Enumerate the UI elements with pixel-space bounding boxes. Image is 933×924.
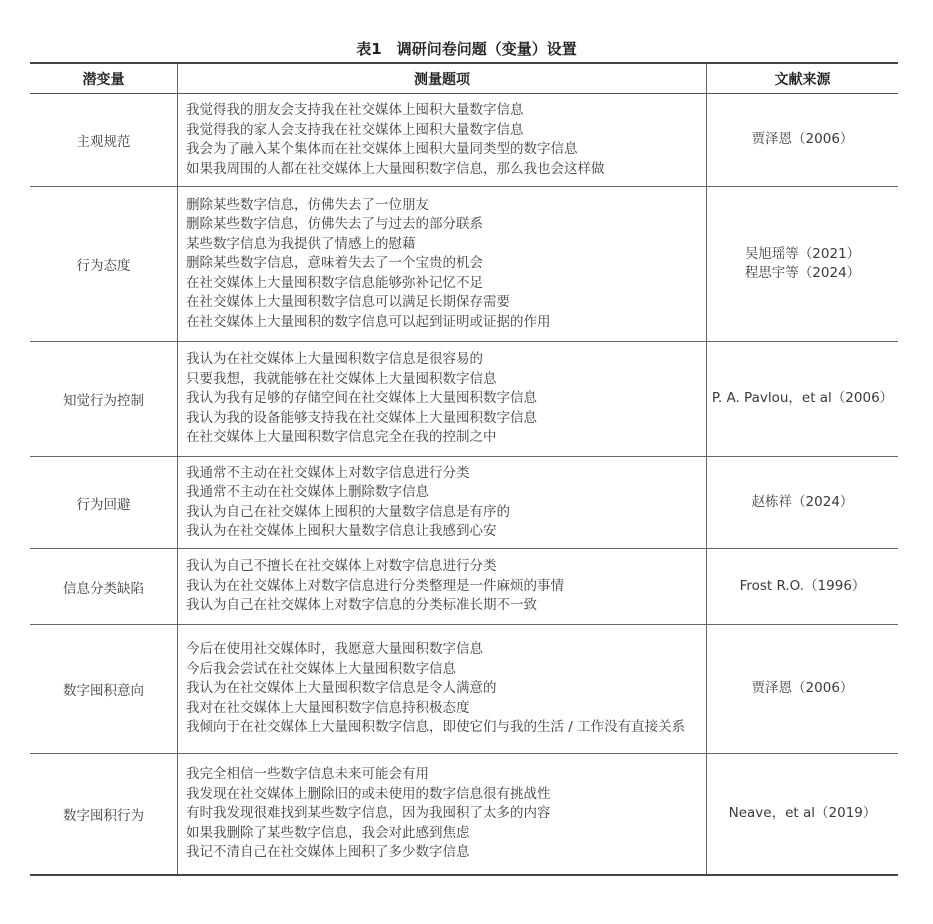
table-row [30, 342, 898, 457]
measurement-item: 某些数字信息为我提供了情感上的慰藉 [186, 235, 416, 252]
measurement-items-cell [178, 187, 707, 342]
measurement-item: 在社交媒体上大量囤积数字信息能够弥补记忆不足 [186, 274, 483, 291]
source-cell [707, 94, 899, 187]
latent-variable-cell: 数字囤积意向 [30, 625, 178, 754]
measurement-items-cell [178, 457, 707, 549]
measurement-item: 有时我发现很难找到某些数字信息，因为我囤积了太多的内容 [186, 805, 551, 821]
source-reference: 贾泽恩（2006） [751, 680, 854, 697]
measurement-items-cell [178, 754, 707, 875]
measurement-items-cell [178, 549, 707, 625]
source-reference: Frost R.O.（1996） [739, 577, 866, 594]
measurement-item: 我认为我的设备能够支持我在社交媒体上大量囤积数字信息 [186, 409, 537, 426]
measurement-item: 在社交媒体上大量囤积数字信息可以满足长期保存需要 [186, 294, 510, 311]
measurement-item: 我认为自己不擅长在社交媒体上对数字信息进行分类 [186, 558, 497, 575]
measurement-item: 我认为我有足够的存储空间在社交媒体上大量囤积数字信息 [186, 390, 537, 407]
measurement-item: 我会为了融入某个集体而在社交媒体上囤积大量同类型的数字信息 [186, 141, 578, 157]
table-title: 表1 调研问卷问题（变量）设置 [356, 40, 577, 58]
latent-variable-cell: 行为回避 [30, 457, 178, 549]
measurement-item: 我认为在社交媒体上大量囤积数字信息是令人满意的 [186, 680, 497, 697]
latent-variable-cell: 行为态度 [30, 187, 178, 342]
table-row [30, 187, 898, 342]
measurement-item: 我认为在社交媒体上对数字信息进行分类整理是一件麻烦的事情 [186, 577, 564, 594]
source-reference: Neave，et al（2019） [728, 805, 877, 821]
source-cell [707, 549, 899, 625]
source-reference: 贾泽恩（2006） [751, 131, 854, 148]
latent-variable-cell: 知觉行为控制 [30, 342, 178, 457]
header-measurement-items: 测量题项 [178, 63, 707, 94]
source-reference: 吴旭瑶等（2021） [744, 245, 861, 262]
table-row [30, 625, 898, 754]
table-row [30, 457, 898, 549]
source-cell [707, 754, 899, 875]
measurement-item: 在社交媒体上大量囤积的数字信息可以起到证明或证据的作用 [186, 313, 551, 330]
latent-variable-cell: 信息分类缺陷 [30, 549, 178, 625]
measurement-item: 删除某些数字信息，仿佛失去了一位朋友 [186, 196, 429, 213]
table-row [30, 754, 898, 875]
measurement-items-cell [178, 625, 707, 754]
measurement-item: 我认为自己在社交媒体上对数字信息的分类标准长期不一致 [186, 597, 537, 614]
table-header-row [30, 63, 898, 94]
measurement-item: 我认为自己在社交媒体上囤积的大量数字信息是有序的 [186, 503, 510, 520]
measurement-item: 我认为在社交媒体上囤积大量数字信息让我感到心安 [186, 523, 497, 539]
measurement-item: 我完全相信一些数字信息未来可能会有用 [186, 766, 429, 782]
header-latent-variable: 潜变量 [30, 63, 178, 94]
measurement-item: 我记不清自己在社交媒体上囤积了多少数字信息 [186, 844, 470, 860]
source-reference: P. A. Pavlou，et al（2006） [711, 390, 894, 407]
measurement-item: 今后在使用社交媒体时，我愿意大量囤积数字信息 [186, 641, 483, 658]
measurement-item: 今后我会尝试在社交媒体上大量囤积数字信息 [186, 660, 456, 677]
source-cell [707, 625, 899, 754]
measurement-item: 只要我想，我就能够在社交媒体上大量囤积数字信息 [186, 370, 497, 387]
table-row [30, 549, 898, 625]
source-reference: 程思宇等（2024） [744, 265, 861, 281]
latent-variable-cell: 主观规范 [30, 94, 178, 187]
measurement-items-cell [178, 342, 707, 457]
table-row [30, 94, 898, 187]
survey-variables-table [30, 62, 898, 876]
measurement-item: 我觉得我的家人会支持我在社交媒体上囤积大量数字信息 [186, 121, 524, 138]
source-cell [707, 187, 899, 342]
measurement-item: 我发现在社交媒体上删除旧的或未使用的数字信息很有挑战性 [186, 785, 551, 802]
header-source: 文献来源 [707, 63, 899, 94]
source-reference: 赵栋祥（2024） [751, 493, 854, 510]
measurement-item: 我通常不主动在社交媒体上删除数字信息 [186, 484, 429, 500]
measurement-item: 我对在社交媒体上大量囤积数字信息持积极态度 [186, 699, 470, 716]
source-cell [707, 342, 899, 457]
measurement-item: 我觉得我的朋友会支持我在社交媒体上囤积大量数字信息 [186, 102, 524, 118]
measurement-item: 如果我周围的人都在社交媒体上大量囤积数字信息，那么我也会这样做 [186, 160, 605, 177]
source-cell [707, 457, 899, 549]
measurement-item: 删除某些数字信息，仿佛失去了与过去的部分联系 [186, 216, 483, 233]
measurement-item: 我认为在社交媒体上大量囤积数字信息是很容易的 [186, 351, 483, 368]
measurement-item: 在社交媒体上大量囤积数字信息完全在我的控制之中 [186, 429, 497, 446]
measurement-item: 我倾向于在社交媒体上大量囤积数字信息，即使它们与我的生活 / 工作没有直接关系 [186, 719, 686, 736]
measurement-items-cell [178, 94, 707, 187]
measurement-item: 删除某些数字信息，意味着失去了一个宝贵的机会 [186, 255, 483, 272]
latent-variable-cell: 数字囤积行为 [30, 754, 178, 875]
measurement-item: 如果我删除了某些数字信息，我会对此感到焦虑 [186, 824, 470, 841]
measurement-item: 我通常不主动在社交媒体上对数字信息进行分类 [186, 464, 470, 481]
